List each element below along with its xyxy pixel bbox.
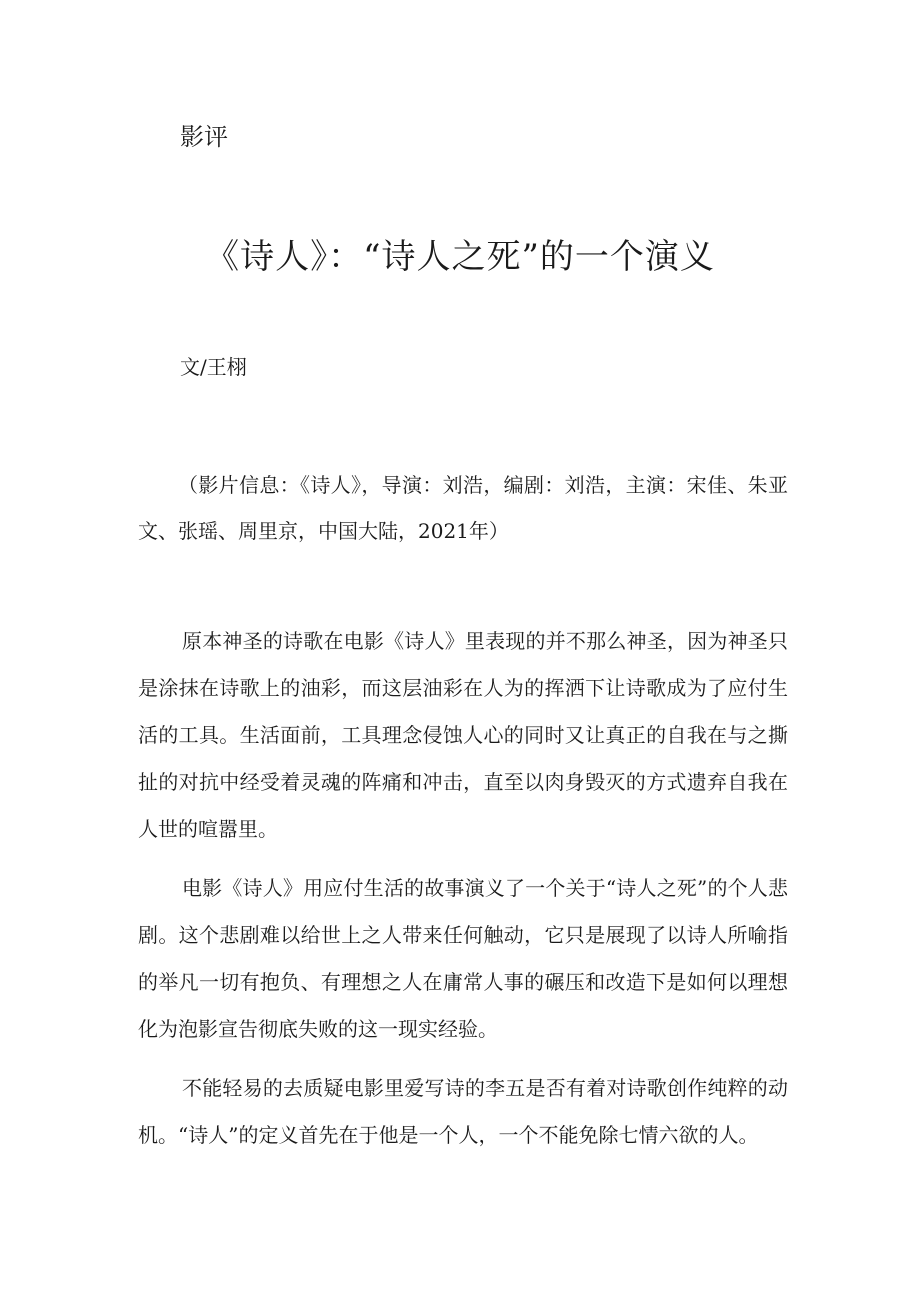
- paragraph: 原本神圣的诗歌在电影《诗人》里表现的并不那么神圣，因为神圣只是涂抹在诗歌上的油彩，而这层油彩在人为的挥洒下让诗歌成为了应付生活的工具。生活面前，工具理念侵蚀人心的同时又让真正的自我在与之撕扯的对抗中经受着灵魂的阵痛和冲击，直至以肉身毁灭的方式遗弃自我在人世的喧嚣里。: [138, 629, 788, 841]
- article-byline: 文/王栩: [180, 355, 247, 379]
- paragraph: 电影《诗人》用应付生活的故事演义了一个关于“诗人之死”的个人悲剧。这个悲剧难以给世上之人带来任何触动，它只是展现了以诗人所喻指的举凡一切有抱负、有理想之人在庸常人事的碾压和改造下是如何以理想化为泡影宣告彻底失败的这一现实经验。: [138, 876, 788, 1041]
- article-title: 《诗人》：“诗人之死”的一个演义: [205, 237, 715, 277]
- paragraph: 不能轻易的去质疑电影里爱写诗的李五是否有着对诗歌创作纯粹的动机。“诗人”的定义首先在于他是一个人，一个不能免除七情六欲的人。: [138, 1076, 788, 1147]
- film-info: （影片信息：《诗人》，导演：刘浩，编剧：刘浩，主演：宋佳、朱亚文、张瑶、周里京，中国大陆，2021年）: [138, 473, 788, 543]
- article-body: [138, 618, 788, 1171]
- article-category: 影评: [180, 123, 228, 151]
